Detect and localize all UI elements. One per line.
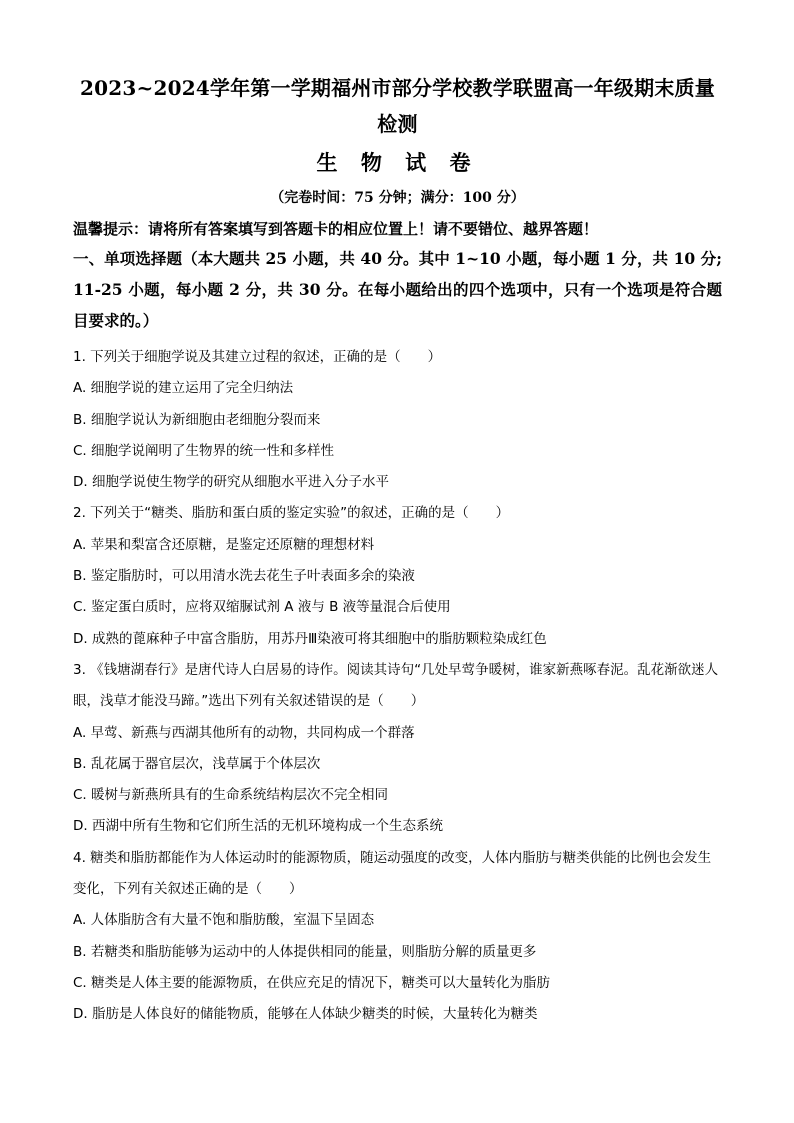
option-a: A. 细胞学说的建立运用了完全归纳法 <box>73 380 294 397</box>
option-c: C. 细胞学说阐明了生物界的统一性和多样性 <box>73 442 335 459</box>
question-stem: 1. 下列关于细胞学说及其建立过程的叙述，正确的是（ ） <box>73 349 442 365</box>
option-c: C. 鉴定蛋白质时，应将双缩脲试剂 A 液与 B 液等量混合后使用 <box>73 599 451 616</box>
option-a: A. 早莺、新燕与西湖其他所有的动物，共同构成一个群落 <box>73 724 415 741</box>
option-b: B. 鉴定脂肪时，可以用清水洗去花生子叶表面多余的染液 <box>73 568 415 585</box>
question-2 <box>73 498 722 654</box>
exam-time-info: （完卷时间：75 分钟；满分：100 分） <box>270 190 525 206</box>
exam-subject: 生 物 试 卷 <box>316 150 479 175</box>
option-b: B. 细胞学说认为新细胞由老细胞分裂而来 <box>73 411 321 428</box>
question-list <box>73 342 722 1031</box>
question-stem: 3. 《钱塘湖春行》是唐代诗人白居易的诗作。阅读其诗句“几处早莺争暖树，谁家新燕啄春泥。乱花渐欲迷人眼，浅草才能没马蹄。”选出下列有关叙述错误的是（ ） <box>73 661 719 710</box>
reminder-note: 温馨提示：请将所有答案填写到答题卡的相应位置上！请不要错位、越界答题！ <box>73 220 599 238</box>
question-3 <box>73 655 722 843</box>
option-d: D. 成熟的蓖麻种子中富含脂肪，用苏丹Ⅲ染液可将其细胞中的脂肪颗粒染成红色 <box>73 630 547 647</box>
option-b: B. 乱花属于器官层次，浅草属于个体层次 <box>73 755 321 772</box>
exam-title: 2023~2024学年第一学期福州市部分学校教学联盟高一年级期末质量检测 <box>80 76 715 136</box>
option-c: C. 暖树与新燕所具有的生命系统结构层次不完全相同 <box>73 787 389 804</box>
question-1 <box>73 342 722 498</box>
option-c: C. 糖类是人体主要的能源物质，在供应充足的情况下，糖类可以大量转化为脂肪 <box>73 974 551 991</box>
option-a: A. 苹果和梨富含还原糖，是鉴定还原糖的理想材料 <box>73 536 375 553</box>
question-stem: 4. 糖类和脂肪都能作为人体运动时的能源物质，随运动强度的改变，人体内脂肪与糖类供能的比例也会发生变化，下列有关叙述正确的是（ ） <box>73 849 712 898</box>
option-a: A. 人体脂肪含有大量不饱和脂肪酸，室温下呈固态 <box>73 912 375 929</box>
question-4 <box>73 843 722 1031</box>
option-d: D. 脂肪是人体良好的储能物质，能够在人体缺少糖类的时候，大量转化为糖类 <box>73 1006 538 1023</box>
option-b: B. 若糖类和脂肪能够为运动中的人体提供相同的能量，则脂肪分解的质量更多 <box>73 943 537 960</box>
question-stem: 2. 下列关于“糖类、脂肪和蛋白质的鉴定实验”的叙述，正确的是（ ） <box>73 505 510 522</box>
section-heading: 一、单项选择题（本大题共 25 小题，共 40 分。其中 1~10 小题，每小题 1 分，共 10 分; 11-25 小题，每小题 2 分，共 30 分。在每小题给出的四个选项中，只有一个选项是符合题目要求的。） <box>73 249 722 330</box>
option-d: D. 西湖中所有生物和它们所生活的无机环境构成一个生态系统 <box>73 818 443 835</box>
option-d: D. 细胞学说使生物学的研究从细胞水平进入分子水平 <box>73 474 389 491</box>
